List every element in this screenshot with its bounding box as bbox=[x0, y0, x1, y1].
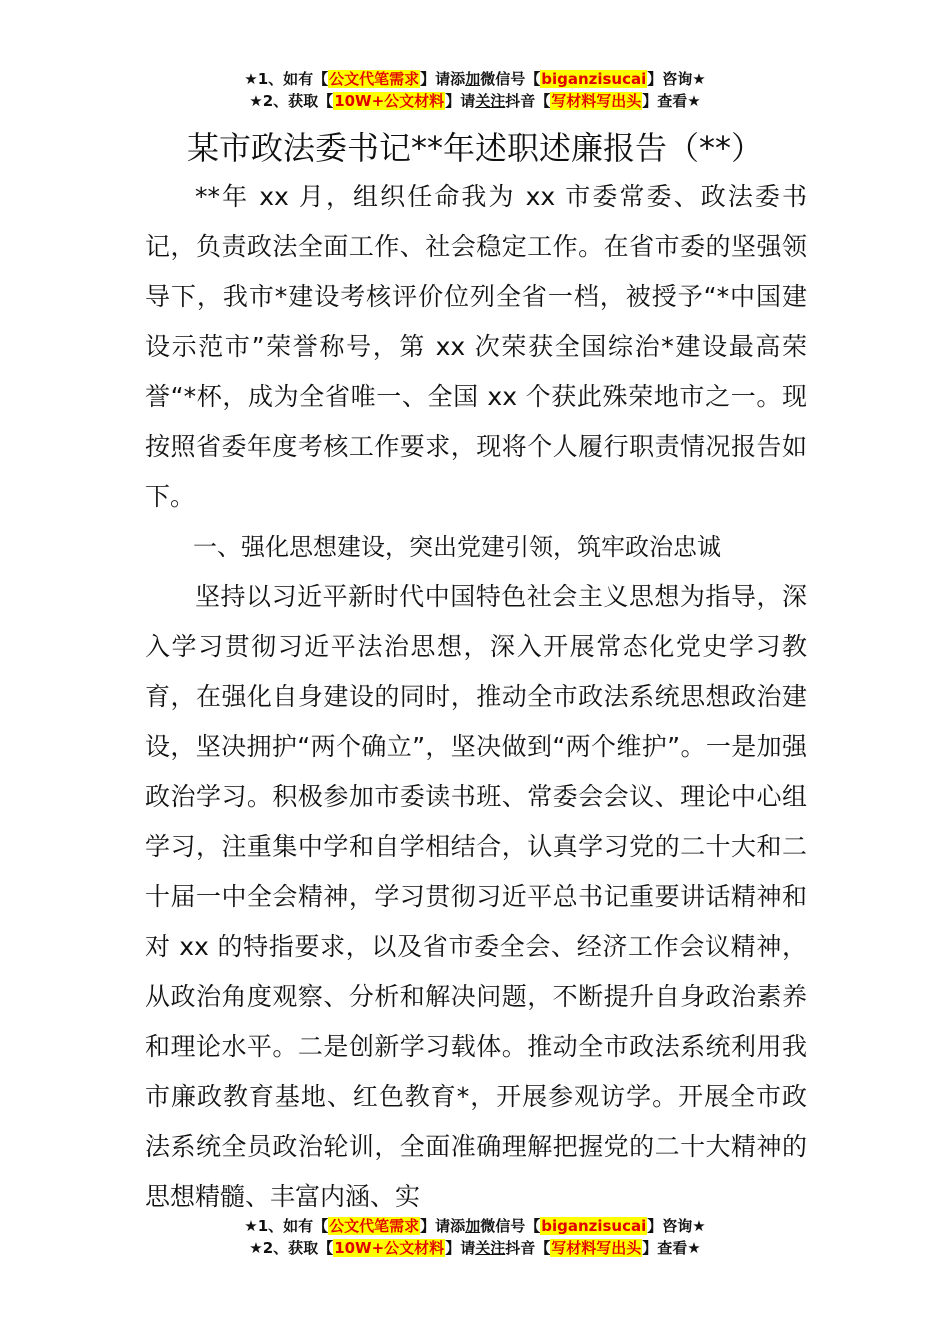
document-body bbox=[145, 172, 807, 1222]
promo-highlight: 写材料写出头 bbox=[551, 1239, 642, 1257]
promo-text: 】请 bbox=[445, 92, 476, 110]
paragraph-section-1: 坚持以习近平新时代中国特色社会主义思想为指导，深入学习贯彻习近平法治思想，深入开展常态化党史学习教育，在强化自身建设的同时，推动全市政法系统思想政治建设，坚决拥护“两个确立”，坚决做到“两个维护”。一是加强政治学习。积极参加市委读书班、常委会会议、理论中心组学习，注重集中学和自学相结合，认真学习党的二十大和二十届一中全会精神，学习贯彻习近平总书记重要讲话精神和对 xx 的特指要求，以及省市委全会、经济工作会议精神，从政治角度观察、分析和解决问题，不断提升自身政治素养和理论水平。二是创新学习载体。推动全市政法系统利用我市廉政教育基地、红色教育*，开展参观访学。开展全市政法系统全员政治轮训，全面准确理解把握党的二十大精神的思想精髓、丰富内涵、实 bbox=[145, 582, 807, 1211]
promo-underlined-text: 加 bbox=[465, 70, 481, 88]
promo-highlight: 公文代笔需求 bbox=[329, 1217, 420, 1235]
promo-text: ★1、如有【 bbox=[244, 1217, 329, 1235]
promo-highlight: 写材料写出头 bbox=[551, 92, 642, 110]
promo-text: ★2、获取【 bbox=[249, 1239, 334, 1257]
promo-underlined-text: 关注 bbox=[475, 1239, 506, 1257]
promo-text: 抖音【 bbox=[505, 92, 551, 110]
promo-line-2 bbox=[0, 90, 950, 112]
promo-banner-bottom bbox=[0, 1215, 950, 1259]
promo-text: 】查看★ bbox=[642, 92, 701, 110]
promo-text: 】请添 bbox=[420, 70, 466, 88]
promo-line-1 bbox=[0, 68, 950, 90]
promo-text: ★2、获取【 bbox=[249, 92, 334, 110]
promo-highlight: biganzisucai bbox=[541, 70, 647, 88]
promo-text: 抖音【 bbox=[505, 1239, 551, 1257]
promo-text: 】咨询★ bbox=[647, 1217, 706, 1235]
section-heading-1: 一、强化思想建设，突出党建引领，筑牢政治忠诚 bbox=[193, 533, 721, 561]
promo-highlight: 公文代笔需求 bbox=[329, 70, 420, 88]
promo-underlined-text: 关注 bbox=[475, 92, 506, 110]
promo-highlight: biganzisucai bbox=[541, 1217, 647, 1235]
promo-text: 微信号【 bbox=[480, 70, 541, 88]
promo-text: 】查看★ bbox=[642, 1239, 701, 1257]
promo-highlight: 10W+公文材料 bbox=[334, 1239, 445, 1257]
promo-line-2 bbox=[0, 1237, 950, 1259]
promo-underlined-text: 加 bbox=[465, 1217, 481, 1235]
promo-text: ★1、如有【 bbox=[244, 70, 329, 88]
promo-text: 微信号【 bbox=[480, 1217, 541, 1235]
promo-text: 】请 bbox=[445, 1239, 476, 1257]
promo-text: 】请添 bbox=[420, 1217, 466, 1235]
promo-line-1 bbox=[0, 1215, 950, 1237]
promo-text: 】咨询★ bbox=[647, 70, 706, 88]
promo-highlight: 10W+公文材料 bbox=[334, 92, 445, 110]
document-title: 某市政法委书记**年述职述廉报告（**） bbox=[186, 129, 763, 167]
paragraph-intro: **年 xx 月，组织任命我为 xx 市委常委、政法委书记，负责政法全面工作、社会稳定工作。在省市委的坚强领导下，我市*建设考核评价位列全省一档，被授予“*中国建设示范市”荣誉称号，第 xx 次荣获全国综治*建设最高荣誉“*杯，成为全省唯一、全国 xx 个获此殊荣地市之一。现按照省委年度考核工作要求，现将个人履行职责情况报告如下。 bbox=[145, 182, 807, 511]
promo-banner-top bbox=[0, 68, 950, 112]
